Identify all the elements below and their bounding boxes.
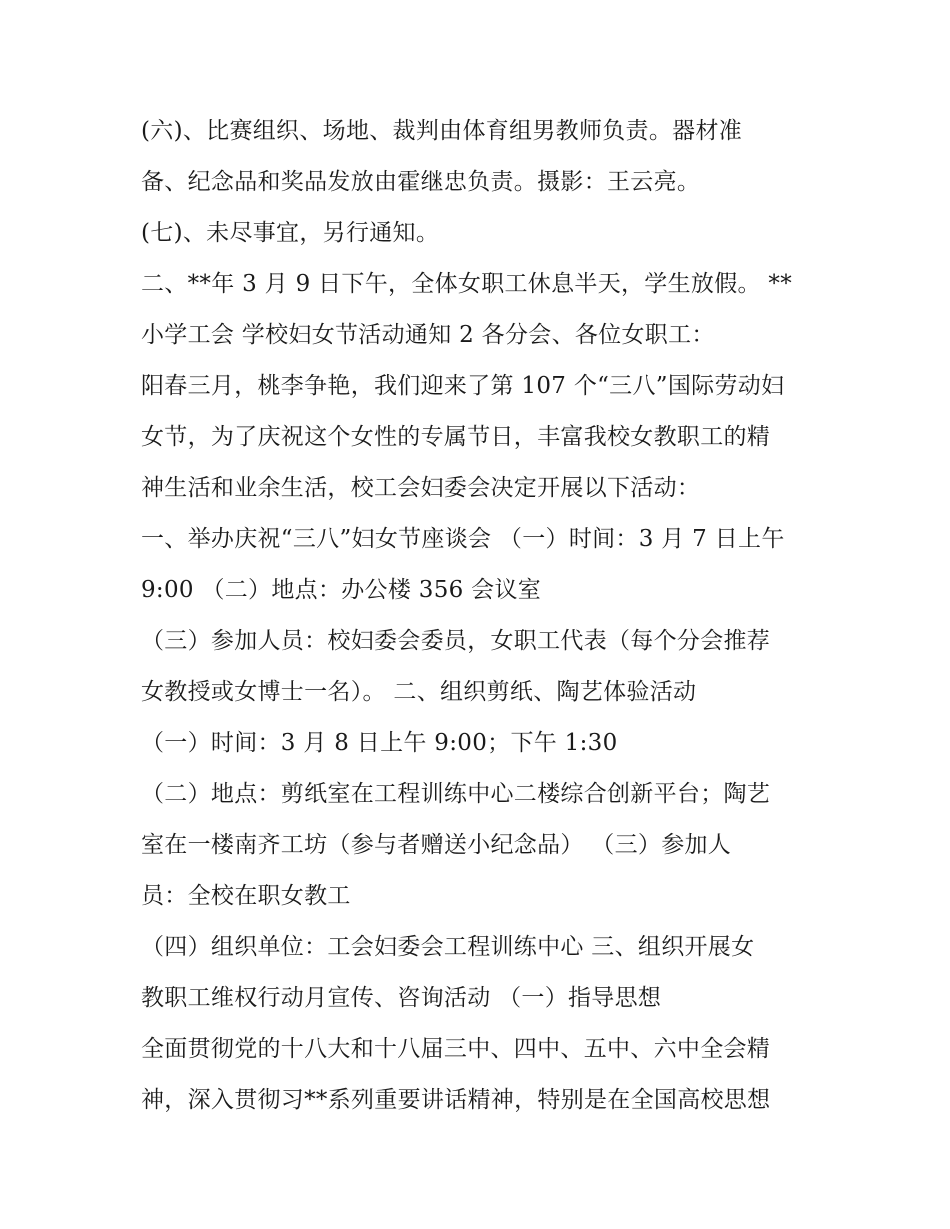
text-line: （四）组织单位：工会妇委会工程训练中心 三、组织开展女 <box>141 934 755 960</box>
text-line: （三）参加人员：校妇委会委员，女职工代表（每个分会推荐 <box>141 628 771 654</box>
text-line: 员：全校在职女教工 <box>141 883 351 909</box>
text-line: (六)、比赛组织、场地、裁判由体育组男教师负责。器材准 <box>141 118 743 144</box>
text-line: 教职工维权行动月宣传、咨询活动 （一）指导思想 <box>141 985 662 1011</box>
text-line: 神生活和业余生活，校工会妇委会决定开展以下活动： <box>141 475 701 501</box>
text-line: 一、举办庆祝“三八”妇女节座谈会 （一）时间：3 月 7 日上午 <box>141 526 785 552</box>
text-line: 小学工会 学校妇女节活动通知 2 各分会、各位女职工： <box>141 322 715 348</box>
text-line: (七)、未尽事宜，另行通知。 <box>141 220 440 246</box>
text-line: （二）地点：剪纸室在工程训练中心二楼综合创新平台；陶艺 <box>141 781 771 807</box>
text-line: 全面贯彻党的十八大和十八届三中、四中、五中、六中全会精 <box>141 1036 771 1062</box>
text-line: 二、**年 3 月 9 日下午，全体女职工休息半天，学生放假。 ** <box>141 271 793 297</box>
text-line: 9:00 （二）地点：办公楼 356 会议室 <box>141 577 542 603</box>
text-line: 神，深入贯彻习**系列重要讲话精神，特别是在全国高校思想 <box>141 1087 771 1113</box>
text-line: （一）时间：3 月 8 日上午 9:00；下午 1:30 <box>141 730 618 756</box>
text-line: 女教授或女博士一名）。 二、组织剪纸、陶艺体验活动 <box>141 679 697 705</box>
text-line: 女节，为了庆祝这个女性的专属节日，丰富我校女教职工的精 <box>141 424 771 450</box>
document-body <box>141 106 821 1126</box>
text-line: 阳春三月，桃李争艳，我们迎来了第 107 个“三八”国际劳动妇 <box>141 373 785 399</box>
text-line: 室在一楼南齐工坊（参与者赠送小纪念品） （三）参加人 <box>141 832 732 858</box>
text-line: 备、纪念品和奖品发放由霍继忠负责。摄影：王云亮。 <box>141 169 701 195</box>
